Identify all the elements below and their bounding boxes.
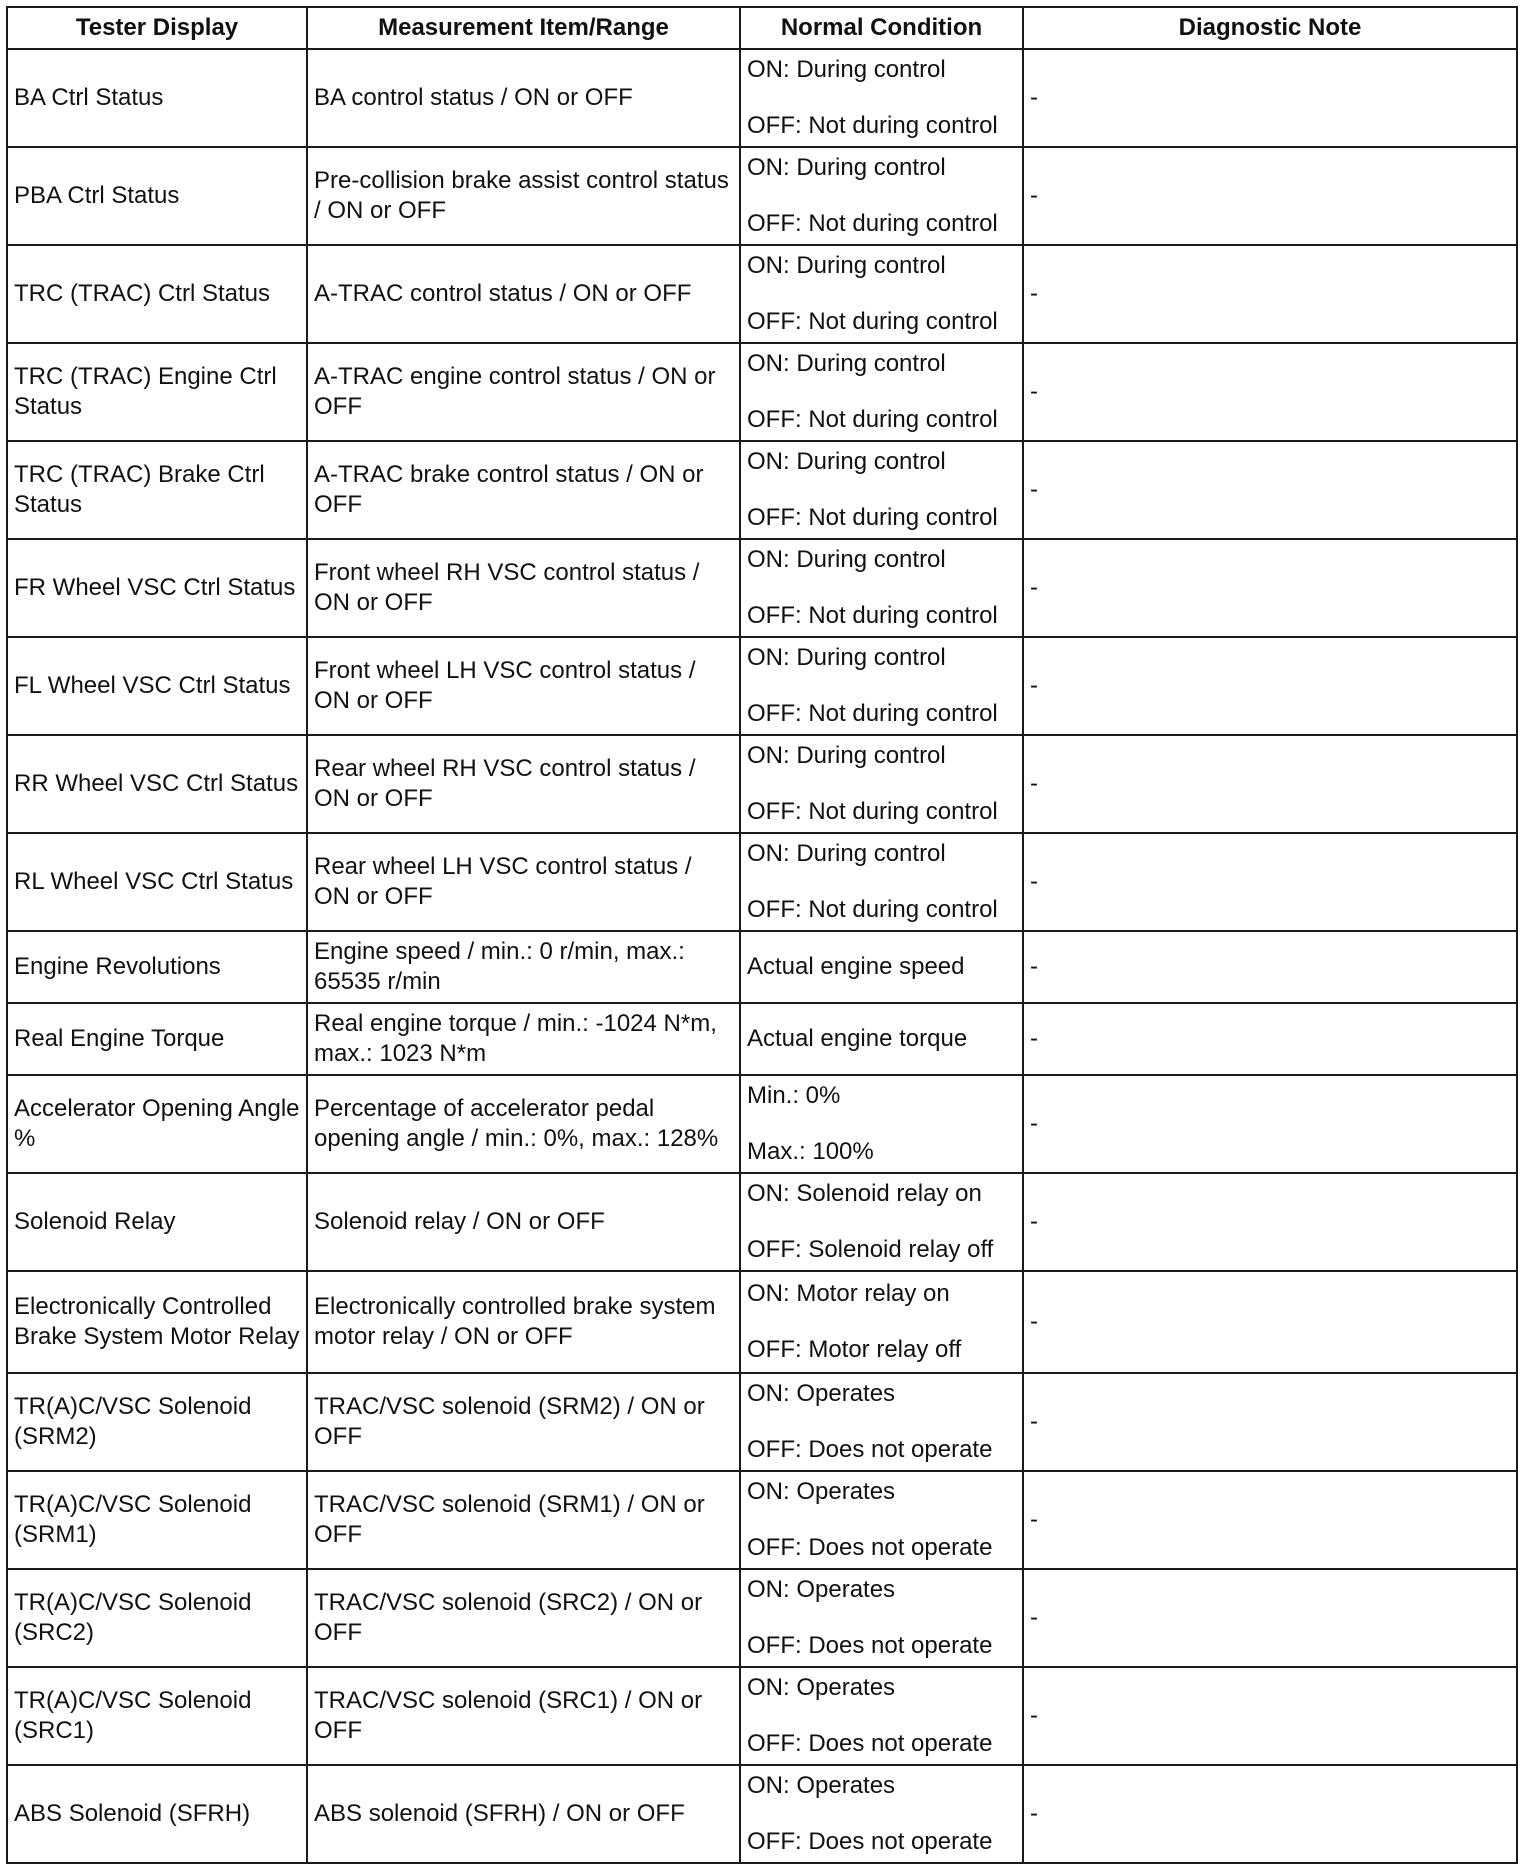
tester-display-text: RR Wheel VSC Ctrl Status (14, 770, 299, 797)
tester-display-cell (7, 637, 307, 735)
measurement-cell (307, 637, 740, 735)
condition-second: OFF: Does not operate (747, 1632, 993, 1659)
diagnostic-note-cell (1023, 1765, 1517, 1863)
condition-second: OFF: Does not operate (747, 1828, 993, 1855)
normal-condition-cell (740, 245, 1023, 343)
tester-display-cell (7, 931, 307, 1003)
measurement-text: TRAC/VSC solenoid (SRM2) / ON or OFF (314, 1393, 705, 1450)
measurement-cell (307, 1471, 740, 1569)
condition-first: ON: Operates (747, 1478, 896, 1505)
header-row (7, 7, 1517, 49)
diagnostic-note-text: - (1030, 672, 1038, 699)
diagnostic-note-cell (1023, 1471, 1517, 1569)
diagnostic-note-text: - (1030, 476, 1038, 503)
diagnostic-note-cell (1023, 1003, 1517, 1075)
table-row (7, 245, 1517, 343)
condition-second: OFF: Not during control (747, 602, 998, 629)
measurement-cell (307, 1569, 740, 1667)
measurement-cell (307, 1765, 740, 1863)
normal-condition-cell (740, 833, 1023, 931)
measurement-text: Electronically controlled brake system motor relay / ON or OFF (314, 1293, 716, 1350)
condition-first: ON: Operates (747, 1674, 896, 1701)
tester-display-cell (7, 1271, 307, 1373)
normal-condition-cell (740, 735, 1023, 833)
table-row (7, 1765, 1517, 1863)
normal-condition-cell (740, 1667, 1023, 1765)
diagnostic-note-text: - (1030, 280, 1038, 307)
condition-first: ON: Operates (747, 1576, 896, 1603)
measurement-text: Pre-collision brake assist control status / ON or OFF (314, 167, 729, 224)
condition-first: ON: Motor relay on (747, 1280, 950, 1307)
table-header (7, 7, 1517, 49)
diagnostic-note-cell (1023, 1373, 1517, 1471)
header-tester-display: Tester Display (7, 7, 307, 49)
header-diagnostic-note: Diagnostic Note (1023, 7, 1517, 49)
header-measurement: Measurement Item/Range (307, 7, 740, 49)
normal-condition-cell (740, 539, 1023, 637)
measurement-cell (307, 735, 740, 833)
normal-condition-cell (740, 931, 1023, 1003)
diagnostic-note-text: - (1030, 84, 1038, 111)
measurement-cell (307, 1271, 740, 1373)
diagnostic-note-text: - (1030, 1408, 1038, 1435)
measurement-cell (307, 539, 740, 637)
tester-display-text: Solenoid Relay (14, 1208, 176, 1235)
normal-condition-cell (740, 1075, 1023, 1173)
tester-display-cell (7, 735, 307, 833)
tester-display-text: TRC (TRAC) Engine Ctrl Status (14, 363, 277, 420)
condition-first: ON: During control (747, 56, 946, 83)
condition-first: ON: During control (747, 742, 946, 769)
tester-display-text: BA Ctrl Status (14, 84, 164, 111)
tester-display-cell (7, 49, 307, 147)
normal-condition-cell (740, 637, 1023, 735)
measurement-text: TRAC/VSC solenoid (SRM1) / ON or OFF (314, 1491, 705, 1548)
normal-condition-cell (740, 441, 1023, 539)
normal-condition-cell (740, 1173, 1023, 1271)
measurement-text: Front wheel LH VSC control status / ON or OFF (314, 657, 696, 714)
condition-first: ON: During control (747, 840, 946, 867)
table-row (7, 1271, 1517, 1373)
diagnostic-note-text: - (1030, 1702, 1038, 1729)
measurement-text: Front wheel RH VSC control status / ON or OFF (314, 559, 700, 616)
diagnostic-note-text: - (1030, 1308, 1038, 1335)
table-row (7, 1569, 1517, 1667)
tester-display-text: Real Engine Torque (14, 1025, 225, 1052)
condition-first: ON: During control (747, 644, 946, 671)
table-row (7, 539, 1517, 637)
diagnostic-note-text: - (1030, 1025, 1038, 1052)
measurement-cell (307, 1373, 740, 1471)
measurement-text: Engine speed / min.: 0 r/min, max.: 65535 r/min (314, 938, 685, 995)
condition-second: OFF: Not during control (747, 896, 998, 923)
measurement-text: Rear wheel RH VSC control status / ON or OFF (314, 755, 696, 812)
table-body (7, 49, 1517, 1863)
header-normal-condition: Normal Condition (740, 7, 1023, 49)
measurement-text: A-TRAC engine control status / ON or OFF (314, 363, 716, 420)
measurement-text: Percentage of accelerator pedal opening angle / min.: 0%, max.: 128% (314, 1095, 719, 1152)
condition-second: Max.: 100% (747, 1138, 874, 1165)
tester-display-text: RL Wheel VSC Ctrl Status (14, 868, 294, 895)
table-row (7, 637, 1517, 735)
diagnostic-note-text: - (1030, 1208, 1038, 1235)
data-list-sheet (6, 6, 1516, 1864)
diagnostic-note-cell (1023, 1075, 1517, 1173)
table-row (7, 931, 1517, 1003)
diagnostic-note-cell (1023, 735, 1517, 833)
measurement-cell (307, 1075, 740, 1173)
measurement-text: ABS solenoid (SFRH) / ON or OFF (314, 1800, 685, 1827)
diagnostic-note-text: - (1030, 953, 1038, 980)
tester-display-text: TRC (TRAC) Brake Ctrl Status (14, 461, 265, 518)
table-row (7, 343, 1517, 441)
normal-condition-cell (740, 1569, 1023, 1667)
condition-second: OFF: Not during control (747, 308, 998, 335)
tester-display-cell (7, 1003, 307, 1075)
diagnostic-note-cell (1023, 245, 1517, 343)
condition-first: ON: During control (747, 448, 946, 475)
tester-display-text: TR(A)C/VSC Solenoid (SRM1) (14, 1491, 252, 1548)
diagnostic-note-text: - (1030, 574, 1038, 601)
measurement-text: Rear wheel LH VSC control status / ON or OFF (314, 853, 692, 910)
tester-display-text: TR(A)C/VSC Solenoid (SRC1) (14, 1687, 252, 1744)
tester-display-text: TR(A)C/VSC Solenoid (SRC2) (14, 1589, 252, 1646)
diagnostic-note-text: - (1030, 1110, 1038, 1137)
measurement-cell (307, 245, 740, 343)
tester-display-text: PBA Ctrl Status (14, 182, 180, 209)
measurement-text: Solenoid relay / ON or OFF (314, 1208, 605, 1235)
tester-display-text: FL Wheel VSC Ctrl Status (14, 672, 291, 699)
tester-display-text: ABS Solenoid (SFRH) (14, 1800, 251, 1827)
condition-first: ON: Operates (747, 1380, 896, 1407)
table-row (7, 1373, 1517, 1471)
condition-second: OFF: Not during control (747, 700, 998, 727)
tester-display-cell (7, 245, 307, 343)
condition-single: Actual engine torque (747, 1025, 968, 1052)
measurement-cell (307, 1667, 740, 1765)
diagnostic-note-cell (1023, 1271, 1517, 1373)
tester-display-cell (7, 833, 307, 931)
tester-display-cell (7, 1373, 307, 1471)
table-row (7, 735, 1517, 833)
diagnostic-note-cell (1023, 1173, 1517, 1271)
diagnostic-note-cell (1023, 49, 1517, 147)
condition-first: ON: Solenoid relay on (747, 1180, 982, 1207)
data-list-table (6, 6, 1518, 1864)
normal-condition-cell (740, 1765, 1023, 1863)
table-row (7, 147, 1517, 245)
tester-display-cell (7, 147, 307, 245)
condition-first: ON: During control (747, 350, 946, 377)
measurement-cell (307, 1003, 740, 1075)
measurement-text: Real engine torque / min.: -1024 N*m, max.: 1023 N*m (314, 1010, 717, 1067)
tester-display-text: Engine Revolutions (14, 953, 221, 980)
tester-display-cell (7, 1667, 307, 1765)
diagnostic-note-text: - (1030, 770, 1038, 797)
condition-first: ON: During control (747, 154, 946, 181)
measurement-text: A-TRAC brake control status / ON or OFF (314, 461, 704, 518)
tester-display-cell (7, 1569, 307, 1667)
tester-display-cell (7, 1075, 307, 1173)
measurement-cell (307, 833, 740, 931)
measurement-cell (307, 147, 740, 245)
tester-display-text: FR Wheel VSC Ctrl Status (14, 574, 296, 601)
diagnostic-note-cell (1023, 931, 1517, 1003)
measurement-cell (307, 1173, 740, 1271)
normal-condition-cell (740, 49, 1023, 147)
normal-condition-cell (740, 1003, 1023, 1075)
normal-condition-cell (740, 343, 1023, 441)
tester-display-cell (7, 1471, 307, 1569)
condition-second: OFF: Solenoid relay off (747, 1236, 994, 1263)
normal-condition-cell (740, 1471, 1023, 1569)
diagnostic-note-cell (1023, 539, 1517, 637)
diagnostic-note-text: - (1030, 182, 1038, 209)
diagnostic-note-cell (1023, 441, 1517, 539)
diagnostic-note-cell (1023, 147, 1517, 245)
table-row (7, 1075, 1517, 1173)
tester-display-cell (7, 441, 307, 539)
measurement-cell (307, 49, 740, 147)
diagnostic-note-text: - (1030, 1604, 1038, 1631)
tester-display-cell (7, 1173, 307, 1271)
normal-condition-cell (740, 147, 1023, 245)
condition-first: ON: Operates (747, 1772, 896, 1799)
diagnostic-note-cell (1023, 637, 1517, 735)
diagnostic-note-text: - (1030, 868, 1038, 895)
table-row (7, 1667, 1517, 1765)
tester-display-text: Electronically Controlled Brake System Motor Relay (14, 1293, 300, 1350)
condition-second: OFF: Not during control (747, 798, 998, 825)
table-row (7, 1173, 1517, 1271)
condition-second: OFF: Not during control (747, 112, 998, 139)
condition-second: OFF: Not during control (747, 406, 998, 433)
condition-second: OFF: Does not operate (747, 1534, 993, 1561)
condition-first: ON: During control (747, 252, 946, 279)
condition-second: OFF: Not during control (747, 210, 998, 237)
diagnostic-note-cell (1023, 343, 1517, 441)
tester-display-cell (7, 343, 307, 441)
tester-display-cell (7, 1765, 307, 1863)
condition-second: OFF: Does not operate (747, 1730, 993, 1757)
diagnostic-note-text: - (1030, 378, 1038, 405)
measurement-text: TRAC/VSC solenoid (SRC2) / ON or OFF (314, 1589, 703, 1646)
diagnostic-note-cell (1023, 1667, 1517, 1765)
measurement-cell (307, 343, 740, 441)
condition-single: Actual engine speed (747, 953, 965, 980)
table-row (7, 833, 1517, 931)
measurement-cell (307, 931, 740, 1003)
condition-first: ON: During control (747, 546, 946, 573)
condition-second: OFF: Does not operate (747, 1436, 993, 1463)
tester-display-text: TR(A)C/VSC Solenoid (SRM2) (14, 1393, 252, 1450)
measurement-cell (307, 441, 740, 539)
diagnostic-note-text: - (1030, 1800, 1038, 1827)
condition-first: Min.: 0% (747, 1082, 841, 1109)
tester-display-text: TRC (TRAC) Ctrl Status (14, 280, 271, 307)
diagnostic-note-cell (1023, 1569, 1517, 1667)
tester-display-text: Accelerator Opening Angle % (14, 1095, 300, 1152)
table-row (7, 1471, 1517, 1569)
diagnostic-note-text: - (1030, 1506, 1038, 1533)
table-row (7, 441, 1517, 539)
normal-condition-cell (740, 1373, 1023, 1471)
table-row (7, 49, 1517, 147)
tester-display-cell (7, 539, 307, 637)
condition-second: OFF: Not during control (747, 504, 998, 531)
measurement-text: TRAC/VSC solenoid (SRC1) / ON or OFF (314, 1687, 703, 1744)
condition-second: OFF: Motor relay off (747, 1336, 962, 1363)
diagnostic-note-cell (1023, 833, 1517, 931)
normal-condition-cell (740, 1271, 1023, 1373)
measurement-text: BA control status / ON or OFF (314, 84, 633, 111)
measurement-text: A-TRAC control status / ON or OFF (314, 280, 692, 307)
table-row (7, 1003, 1517, 1075)
